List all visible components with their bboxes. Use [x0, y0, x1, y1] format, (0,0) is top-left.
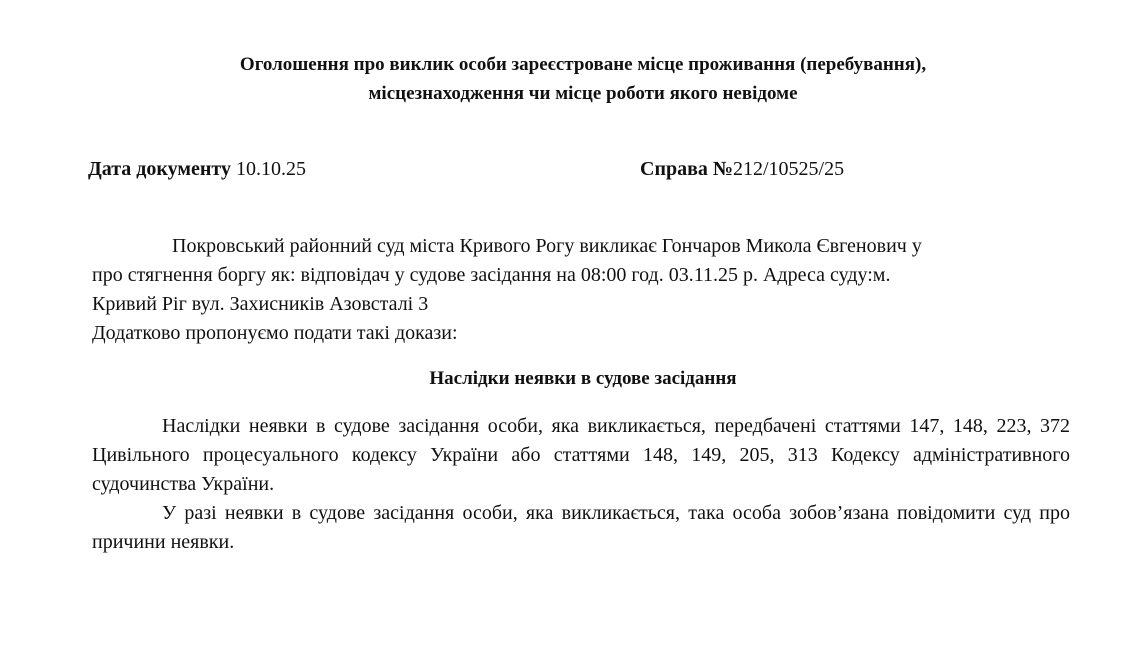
- section-heading: Наслідки неявки в судове засідання: [429, 368, 737, 389]
- date-value: 10.10.25: [236, 158, 306, 180]
- case-label: Справа №: [640, 158, 733, 180]
- consequences-paragraph-1: Наслідки неявки в судове засідання особи, яка викликається, передбачені статтями 147, 148, 223, 372 Цивільного процесуального кодексу України або статтями 148, 149, 205, 313 Кодексу адміністративного судочинства України.: [92, 415, 1070, 495]
- case-value: 212/10525/25: [733, 158, 845, 180]
- summons-line-3: Кривий Ріг вул. Захисників Азовсталі 3: [92, 293, 429, 315]
- consequences-section: [92, 412, 1070, 557]
- case-number: [640, 158, 844, 181]
- summons-line-1: Покровський районний суд міста Кривого Рогу викликає Гончаров Микола Євгенович у: [172, 235, 922, 257]
- summons-line-2: про стягнення боргу як: відповідач у судове засідання на 08:00 год. 03.11.25 р. Адреса суду:м.: [92, 264, 891, 286]
- evidence-line: Додатково пропонуємо подати такі докази:: [92, 322, 458, 344]
- date-label: Дата документу: [88, 158, 231, 180]
- consequences-paragraph-2: У разі неявки в судове засідання особи, яка викликається, така особа зобов’язана повідомити суд про причини неявки.: [92, 502, 1070, 553]
- title-line-1: Оголошення про виклик особи зареєстроване місце проживання (перебування),: [239, 54, 927, 75]
- document-date: [88, 158, 306, 181]
- title-line-2: місцезнаходження чи місце роботи якого невідоме: [368, 83, 798, 104]
- document-meta-row: [0, 158, 1126, 188]
- summons-paragraph: [92, 232, 1070, 348]
- document-title: [0, 50, 1126, 108]
